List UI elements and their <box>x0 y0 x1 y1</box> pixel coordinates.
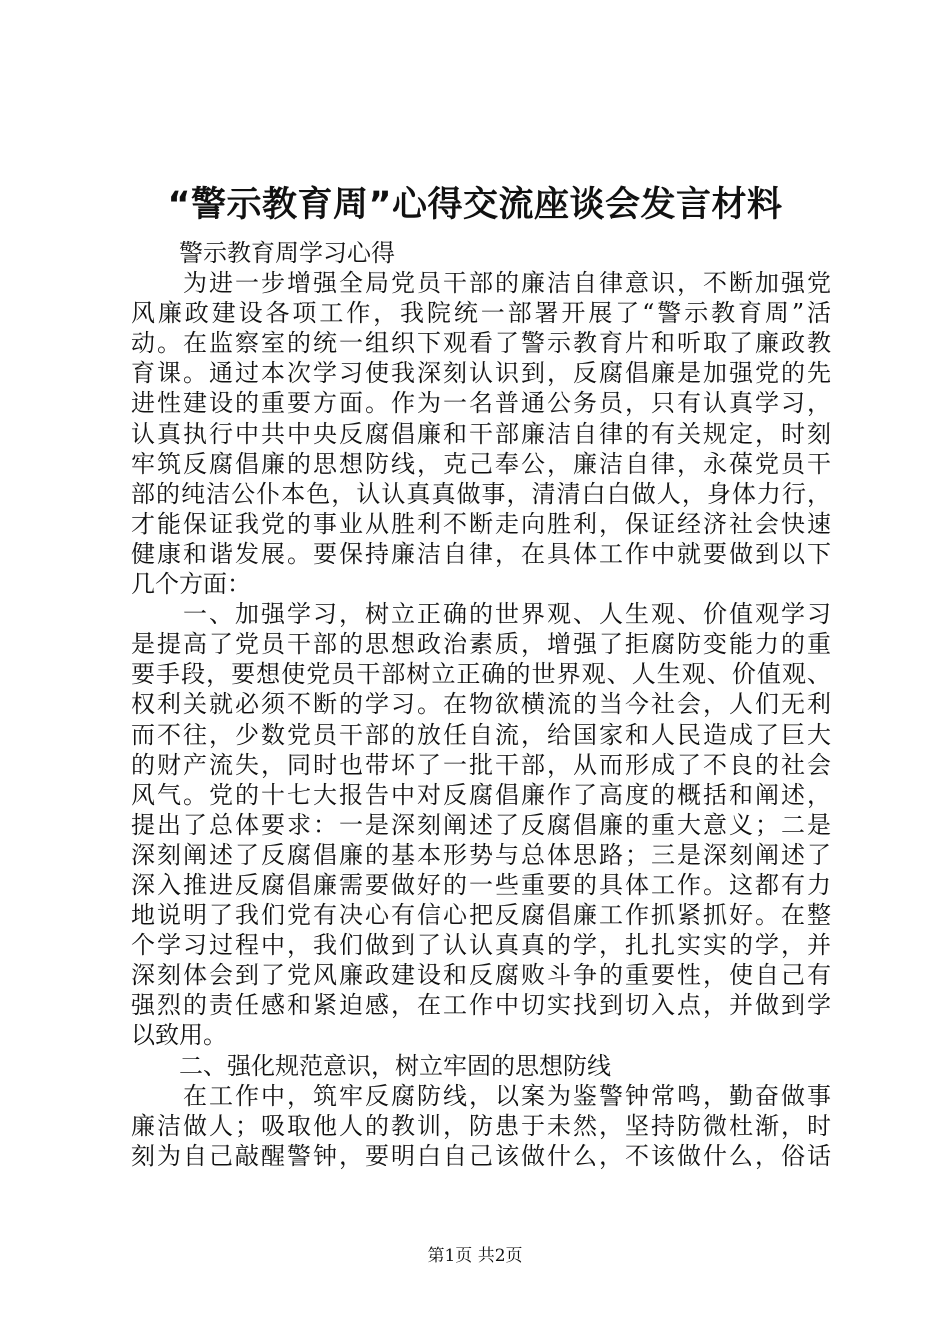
text-line: 几个方面： <box>131 570 251 599</box>
text-line: 牢筑反腐倡廉的思想防线，克己奉公，廉洁自律，永葆党员干 <box>131 449 831 478</box>
text-line: 廉洁做人；吸取他人的教训，防患于未然，坚持防微杜渐，时 <box>131 1111 831 1140</box>
text-line: 的财产流失，同时也带坏了一批干部，从而形成了不良的社会 <box>131 750 831 779</box>
text-line: 育课。通过本次学习使我深刻认识到，反腐倡廉是加强党的先 <box>131 359 831 388</box>
text-line: 深刻体会到了党风廉政建设和反腐败斗争的重要性，使自己有 <box>131 961 831 990</box>
text-line: 风气。党的十七大报告中对反腐倡廉作了高度的概括和阐述， <box>131 780 831 809</box>
text-line: 强烈的责任感和紧迫感，在工作中切实找到切入点，并做到学 <box>131 991 831 1020</box>
text-line: 要手段，要想使党员干部树立正确的世界观、人生观、价值观、 <box>131 660 831 689</box>
text-line: 在工作中，筑牢反腐防线，以案为鉴警钟常鸣，勤奋做事 <box>183 1081 831 1110</box>
section-heading-line: 二、强化规范意识，树立牢固的思想防线 <box>179 1051 611 1080</box>
text-line: 提出了总体要求：一是深刻阐述了反腐倡廉的重大意义；二是 <box>131 810 831 839</box>
subtitle-line: 警示教育周学习心得 <box>179 239 395 267</box>
text-line: 地说明了我们党有决心有信心把反腐倡廉工作抓紧抓好。在整 <box>131 901 831 930</box>
page-title: “警示教育周”心得交流座谈会发言材料 <box>167 185 783 225</box>
document-body <box>131 238 831 1171</box>
page-number-footer: 第1页 共2页 <box>427 1246 523 1266</box>
text-line: 为进一步增强全局党员干部的廉洁自律意识，不断加强党 <box>183 269 831 298</box>
text-line: 动。在监察室的统一组织下观看了警示教育片和听取了廉政教 <box>131 329 831 358</box>
section-heading-line: 一、加强学习，树立正确的世界观、人生观、价值观学习 <box>183 600 831 629</box>
text-line: 权利关就必须不断的学习。在物欲横流的当今社会，人们无利 <box>131 690 831 719</box>
text-line: 进性建设的重要方面。作为一名普通公务员，只有认真学习， <box>131 389 831 418</box>
text-line: 健康和谐发展。要保持廉洁自律，在具体工作中就要做到以下 <box>131 539 831 568</box>
text-line: 而不往，少数党员干部的放任自流，给国家和人民造成了巨大 <box>131 720 831 749</box>
text-line: 深刻阐述了反腐倡廉的基本形势与总体思路；三是深刻阐述了 <box>131 840 831 869</box>
text-line: 认真执行中共中央反腐倡廉和干部廉洁自律的有关规定，时刻 <box>131 419 831 448</box>
text-line: 才能保证我党的事业从胜利不断走向胜利，保证经济社会快速 <box>131 509 831 538</box>
text-line: 部的纯洁公仆本色，认认真真做事，清清白白做人，身体力行， <box>131 479 831 508</box>
text-line: 深入推进反腐倡廉需要做好的一些重要的具体工作。这都有力 <box>131 870 831 899</box>
text-line: 个学习过程中，我们做到了认认真真的学，扎扎实实的学，并 <box>131 931 831 960</box>
text-line: 是提高了党员干部的思想政治素质，增强了拒腐防变能力的重 <box>131 630 831 659</box>
text-line: 刻为自己敲醒警钟，要明白自己该做什么，不该做什么，俗话 <box>131 1141 831 1170</box>
text-line: 风廉政建设各项工作，我院统一部署开展了“警示教育周”活 <box>131 299 831 328</box>
text-line: 以致用。 <box>131 1021 227 1050</box>
